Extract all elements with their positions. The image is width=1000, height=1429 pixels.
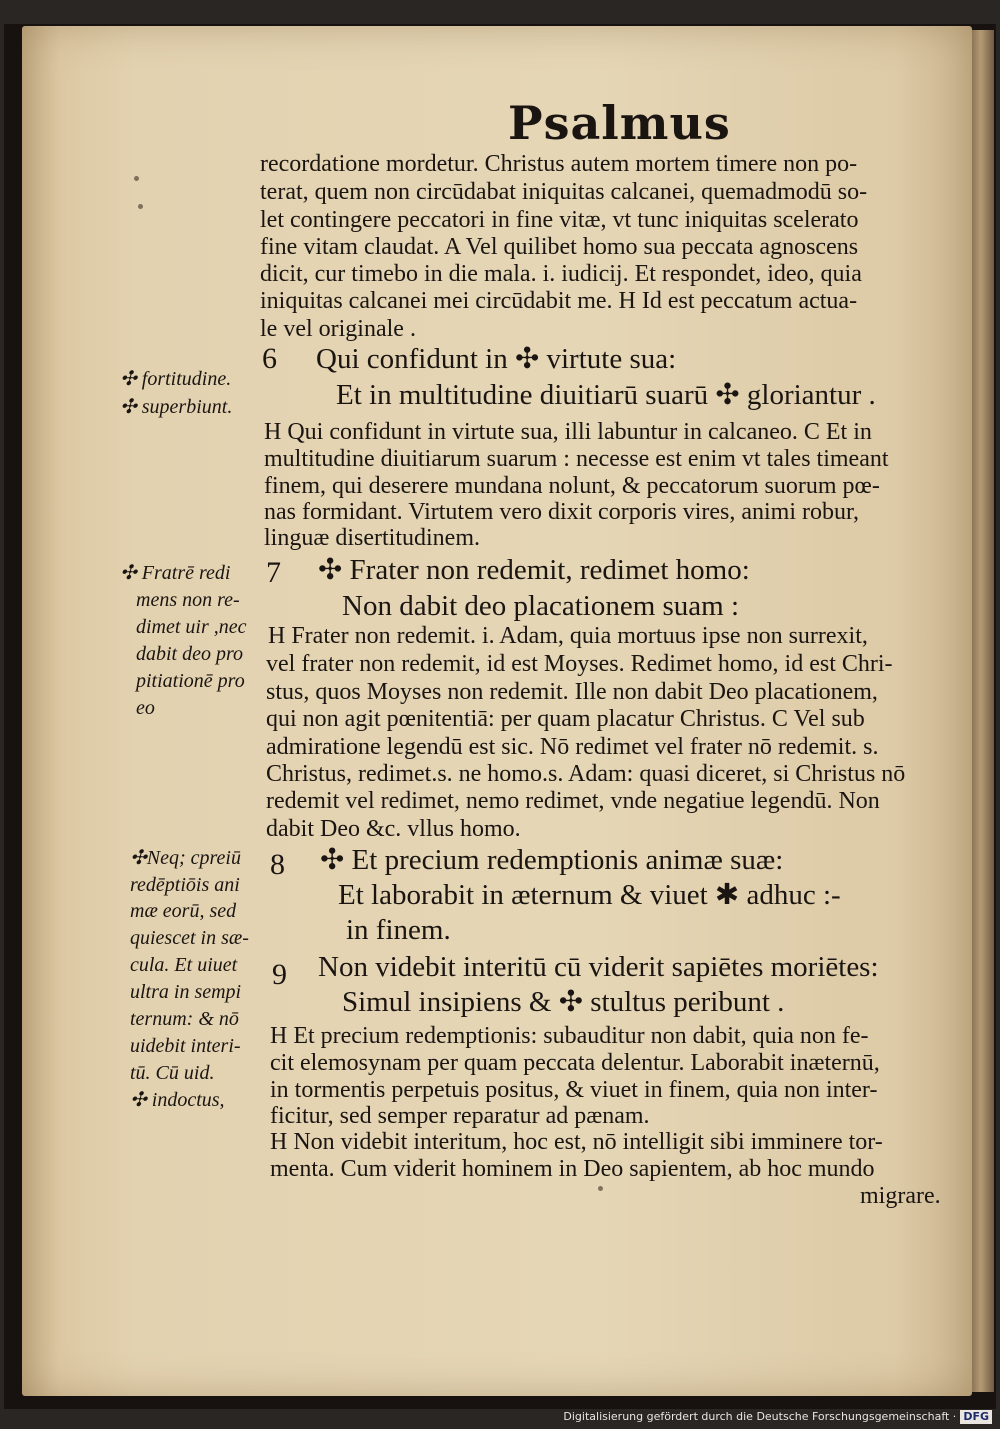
text-line: iniquitas calcanei mei circūdabit me. H Id est peccatum actua- <box>260 288 858 314</box>
margin-note: ternum: & nō <box>130 1008 239 1030</box>
text-line: cit elemosynam per quam peccata delentur. Laborabit inæternū, <box>270 1050 880 1076</box>
verse-line: Simul insipiens & ✣ stultus peribunt . <box>342 986 785 1018</box>
margin-note: mens non re- <box>136 589 240 611</box>
text-line: dabit Deo &c. vllus homo. <box>266 816 521 842</box>
dfg-logo: DFG <box>960 1410 992 1424</box>
margin-note: quiescet in sæ- <box>130 927 249 949</box>
margin-note: ✣Neq; cpreiū <box>130 847 241 869</box>
paper-speck <box>134 176 139 181</box>
paper-speck <box>138 204 143 209</box>
text-line: dicit, cur timebo in die mala. i. iudicij. Et respondet, ideo, quia <box>260 261 862 287</box>
text-line: linguæ disertitudinem. <box>264 525 480 551</box>
margin-note: mæ eorū, sed <box>130 900 237 922</box>
text-line: multitudine diuitiarum suarum : necesse est enim vt tales timeant <box>264 446 889 472</box>
margin-note: dimet uir ,nec <box>136 616 247 638</box>
page-edge <box>972 30 994 1392</box>
margin-note: pitiationē pro <box>136 670 245 692</box>
margin-note: ultra in sempi <box>130 981 242 1003</box>
text-line: admiratione legendū est sic. Nō redimet vel frater nō redemit. s. <box>266 734 879 760</box>
paper-speck <box>598 1186 603 1191</box>
margin-note: eo <box>136 697 155 719</box>
text-line: nas formidant. Virtutem vero dixit corporis vires, animi robur, <box>264 499 860 525</box>
margin-note: redēptiōis ani <box>130 874 240 896</box>
text-line: fine vitam claudat. A Vel quilibet homo sua peccata agnoscens <box>260 234 859 260</box>
verse-number: 8 <box>270 848 285 881</box>
catchword: migrare. <box>860 1183 941 1209</box>
text-line: H Frater non redemit. i. Adam, quia mortuus ipse non surrexit, <box>268 623 868 649</box>
verse-line: ✣ Frater non redemit, redimet homo: <box>318 554 750 586</box>
verse-line: Qui confidunt in ✣ virtute sua: <box>316 343 677 375</box>
margin-note: dabit deo pro <box>136 643 244 665</box>
page-title: Psalmus <box>508 96 731 150</box>
text-line: recordatione mordetur. Christus autem mortem timere non po- <box>260 151 858 177</box>
text-line: stus, quos Moyses non redemit. Ille non dabit Deo placationem, <box>266 679 878 705</box>
text-line: vel frater non redemit, id est Moyses. Redimet homo, id est Chri- <box>266 651 893 677</box>
verse-line: ✣ Et precium redemptionis animæ suæ: <box>320 844 784 876</box>
text-line: terat, quem non circūdabat iniquitas calcanei, quemadmodū so- <box>260 179 868 205</box>
digitization-footer <box>563 1409 992 1425</box>
margin-note: uidebit interi- <box>130 1035 241 1057</box>
margin-note: ✣ Fratrē redi <box>120 562 231 584</box>
footer-text: Digitalisierung gefördert durch die Deutsche Forschungsgemeinschaft · <box>563 1410 957 1423</box>
text-line: H Non videbit interitum, hoc est, nō intelligit sibi imminere tor- <box>270 1129 883 1155</box>
text-line: in tormentis perpetuis positus, & viuet in finem, quia non inter- <box>270 1077 878 1103</box>
verse-number: 7 <box>266 556 281 589</box>
verse-line: Et laborabit in æternum & viuet ✱ adhuc :- <box>338 879 841 911</box>
verse-line: Non videbit interitū cū viderit sapiētes moriētes: <box>318 951 879 983</box>
verse-line: Et in multitudine diuitiarū suarū ✣ gloriantur . <box>336 379 876 411</box>
text-line: H Qui confidunt in virtute sua, illi labuntur in calcaneo. C Et in <box>264 419 872 445</box>
text-line: finem, qui deserere mundana nolunt, & peccatorum suorum pœ- <box>264 473 880 499</box>
text-line: let contingere peccatori in fine vitæ, vt tunc iniquitas scelerato <box>260 207 859 233</box>
margin-note: tū. Cū uid. <box>130 1062 215 1084</box>
text-line: qui non agit pœnitentiā: per quam placatur Christus. C Vel sub <box>266 706 865 732</box>
verse-number: 9 <box>272 958 287 991</box>
text-line: Christus, redimet.s. ne homo.s. Adam: quasi diceret, si Christus nō <box>266 761 906 787</box>
text-line: le vel originale . <box>260 316 416 342</box>
text-line: menta. Cum viderit hominem in Deo sapientem, ab hoc mundo <box>270 1156 875 1182</box>
text-line: ficitur, sed semper reparatur ad pænam. <box>270 1103 650 1129</box>
verse-line: in finem. <box>346 914 451 946</box>
margin-note: ✣ superbiunt. <box>120 396 233 418</box>
verse-number: 6 <box>262 342 277 375</box>
text-line: redemit vel redimet, nemo redimet, vnde negatiue legendū. Non <box>266 788 880 814</box>
margin-note: ✣ indoctus, <box>130 1089 225 1111</box>
margin-note: ✣ fortitudine. <box>120 368 232 390</box>
margin-note: cula. Et uiuet <box>130 954 238 976</box>
text-line: H Et precium redemptionis: subauditur non dabit, quia non fe- <box>270 1023 869 1049</box>
verse-line: Non dabit deo placationem suam : <box>342 590 740 622</box>
